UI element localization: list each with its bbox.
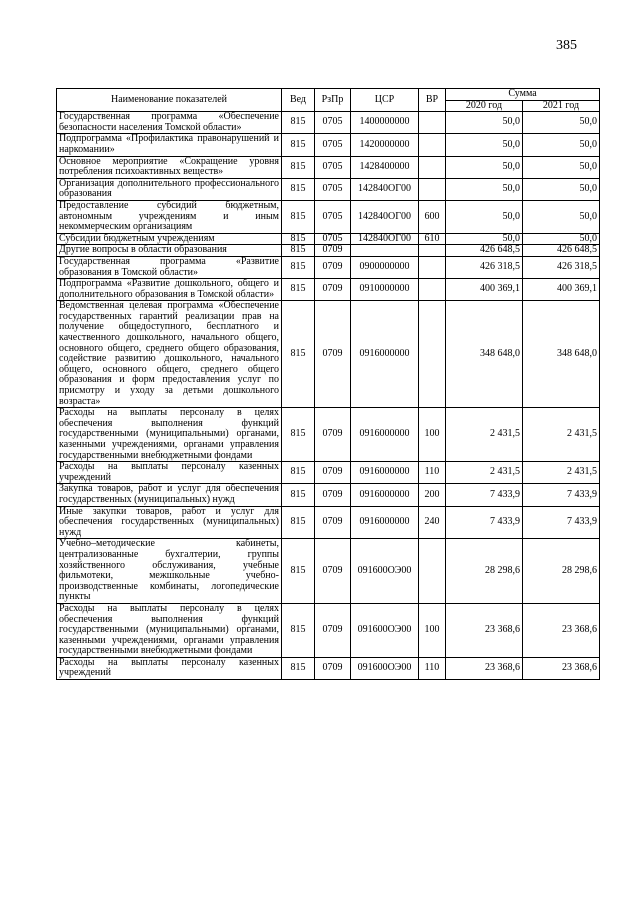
amount-2021-cell: 50,0	[523, 233, 600, 245]
amount-2021-cell: 2 431,5	[523, 408, 600, 462]
csr-cell: 142840ОГ00	[351, 178, 419, 200]
ved-cell: 815	[282, 233, 315, 245]
rzpr-cell: 0709	[315, 539, 351, 604]
amount-2021-cell: 28 298,6	[523, 539, 600, 604]
ved-cell: 815	[282, 484, 315, 506]
name-cell: Другие вопросы в области образования	[57, 245, 282, 257]
amount-2020-cell: 426 318,5	[446, 256, 523, 278]
page-number: 385	[556, 38, 577, 53]
name-cell: Подпрограмма «Развитие дошкольного, общего и дополнительного образования в Томской области»	[57, 279, 282, 301]
table-row	[57, 279, 600, 301]
amount-2020-cell: 2 431,5	[446, 408, 523, 462]
table-row	[57, 539, 600, 604]
amount-2021-cell: 400 369,1	[523, 279, 600, 301]
budget-table	[56, 88, 600, 680]
header-csr: ЦСР	[351, 89, 419, 112]
amount-2021-cell: 7 433,9	[523, 506, 600, 539]
table-row	[57, 301, 600, 408]
vr-cell: 110	[419, 462, 446, 484]
vr-cell	[419, 539, 446, 604]
amount-2021-cell: 50,0	[523, 156, 600, 178]
amount-2021-cell: 50,0	[523, 134, 600, 156]
name-cell: Расходы на выплаты персоналу в целях обеспечения выполнения функций государственными (муниципальными) органами, казенными учреждениями, органами управления государственными внебюджетными фондами	[57, 408, 282, 462]
amount-2020-cell: 23 368,6	[446, 657, 523, 679]
ved-cell: 815	[282, 256, 315, 278]
amount-2020-cell: 50,0	[446, 134, 523, 156]
ved-cell: 815	[282, 279, 315, 301]
table-row	[57, 200, 600, 233]
header-year-2020: 2020 год	[446, 100, 523, 112]
vr-cell: 100	[419, 408, 446, 462]
ved-cell: 815	[282, 657, 315, 679]
vr-cell: 100	[419, 603, 446, 657]
rzpr-cell: 0705	[315, 134, 351, 156]
vr-cell	[419, 156, 446, 178]
amount-2020-cell: 50,0	[446, 112, 523, 134]
table-row	[57, 408, 600, 462]
name-cell: Закупка товаров, работ и услуг для обеспечения государственных (муниципальных) нужд	[57, 484, 282, 506]
vr-cell: 110	[419, 657, 446, 679]
csr-cell	[351, 245, 419, 257]
name-cell: Основное мероприятие «Сокращение уровня потребления психоактивных веществ»	[57, 156, 282, 178]
ved-cell: 815	[282, 539, 315, 604]
csr-cell: 0910000000	[351, 279, 419, 301]
vr-cell	[419, 256, 446, 278]
name-cell: Государственная программа «Развитие образования в Томской области»	[57, 256, 282, 278]
rzpr-cell: 0709	[315, 506, 351, 539]
ved-cell: 815	[282, 134, 315, 156]
rzpr-cell: 0709	[315, 408, 351, 462]
table-row	[57, 462, 600, 484]
csr-cell: 1428400000	[351, 156, 419, 178]
table-row	[57, 156, 600, 178]
name-cell: Предоставление субсидий бюджетным, автономным учреждениям и иным некоммерческим организациям	[57, 200, 282, 233]
rzpr-cell: 0709	[315, 484, 351, 506]
header-vr: ВР	[419, 89, 446, 112]
ved-cell: 815	[282, 408, 315, 462]
header-sum: Сумма	[446, 89, 600, 101]
amount-2021-cell: 23 368,6	[523, 603, 600, 657]
table-row	[57, 112, 600, 134]
rzpr-cell: 0705	[315, 156, 351, 178]
csr-cell: 0900000000	[351, 256, 419, 278]
vr-cell	[419, 301, 446, 408]
rzpr-cell: 0709	[315, 462, 351, 484]
rzpr-cell: 0705	[315, 112, 351, 134]
ved-cell: 815	[282, 301, 315, 408]
ved-cell: 815	[282, 603, 315, 657]
vr-cell: 200	[419, 484, 446, 506]
name-cell: Подпрограмма «Профилактика правонарушений и наркомании»	[57, 134, 282, 156]
name-cell: Расходы на выплаты персоналу казенных учреждений	[57, 462, 282, 484]
amount-2020-cell: 50,0	[446, 200, 523, 233]
table-row	[57, 245, 600, 257]
amount-2021-cell: 50,0	[523, 200, 600, 233]
csr-cell: 142840ОГ00	[351, 200, 419, 233]
amount-2020-cell: 400 369,1	[446, 279, 523, 301]
amount-2020-cell: 2 431,5	[446, 462, 523, 484]
amount-2021-cell: 2 431,5	[523, 462, 600, 484]
amount-2020-cell: 426 648,5	[446, 245, 523, 257]
amount-2020-cell: 7 433,9	[446, 506, 523, 539]
ved-cell: 815	[282, 200, 315, 233]
vr-cell	[419, 178, 446, 200]
csr-cell: 1400000000	[351, 112, 419, 134]
vr-cell	[419, 279, 446, 301]
table-header	[57, 89, 600, 112]
table-row	[57, 506, 600, 539]
table-row	[57, 603, 600, 657]
csr-cell: 0916000000	[351, 408, 419, 462]
rzpr-cell: 0709	[315, 657, 351, 679]
csr-cell: 091600ОЭ00	[351, 603, 419, 657]
csr-cell: 091600ОЭ00	[351, 539, 419, 604]
ved-cell: 815	[282, 156, 315, 178]
amount-2020-cell: 28 298,6	[446, 539, 523, 604]
ved-cell: 815	[282, 245, 315, 257]
csr-cell: 0916000000	[351, 506, 419, 539]
rzpr-cell: 0709	[315, 256, 351, 278]
amount-2020-cell: 50,0	[446, 156, 523, 178]
amount-2020-cell: 7 433,9	[446, 484, 523, 506]
rzpr-cell: 0705	[315, 178, 351, 200]
csr-cell: 0916000000	[351, 462, 419, 484]
vr-cell	[419, 245, 446, 257]
rzpr-cell: 0709	[315, 301, 351, 408]
csr-cell: 142840ОГ00	[351, 233, 419, 245]
name-cell: Учебно–методические кабинеты, централизованные бухгалтерии, группы хозяйственного обслуживания, учебные фильмотеки, межшкольные учебно-производственные комбинаты, логопедические пункты	[57, 539, 282, 604]
ved-cell: 815	[282, 178, 315, 200]
header-year-2021: 2021 год	[523, 100, 600, 112]
table-row	[57, 657, 600, 679]
rzpr-cell: 0709	[315, 603, 351, 657]
vr-cell: 600	[419, 200, 446, 233]
csr-cell: 1420000000	[351, 134, 419, 156]
header-ved: Вед	[282, 89, 315, 112]
amount-2021-cell: 426 648,5	[523, 245, 600, 257]
header-rzpr: РзПр	[315, 89, 351, 112]
header-name: Наименование показателей	[57, 89, 282, 112]
name-cell: Организация дополнительного профессионального образования	[57, 178, 282, 200]
rzpr-cell: 0705	[315, 200, 351, 233]
ved-cell: 815	[282, 506, 315, 539]
amount-2021-cell: 23 368,6	[523, 657, 600, 679]
amount-2021-cell: 50,0	[523, 112, 600, 134]
vr-cell	[419, 134, 446, 156]
table-body	[57, 112, 600, 680]
name-cell: Субсидии бюджетным учреждениям	[57, 233, 282, 245]
vr-cell	[419, 112, 446, 134]
ved-cell: 815	[282, 112, 315, 134]
table-row	[57, 233, 600, 245]
amount-2021-cell: 348 648,0	[523, 301, 600, 408]
rzpr-cell: 0705	[315, 233, 351, 245]
csr-cell: 0916000000	[351, 301, 419, 408]
table-row	[57, 134, 600, 156]
amount-2020-cell: 348 648,0	[446, 301, 523, 408]
amount-2020-cell: 50,0	[446, 178, 523, 200]
amount-2020-cell: 50,0	[446, 233, 523, 245]
table-row	[57, 178, 600, 200]
amount-2021-cell: 7 433,9	[523, 484, 600, 506]
ved-cell: 815	[282, 462, 315, 484]
rzpr-cell: 0709	[315, 279, 351, 301]
name-cell: Иные закупки товаров, работ и услуг для обеспечения государственных (муниципальных) нужд	[57, 506, 282, 539]
vr-cell: 610	[419, 233, 446, 245]
amount-2020-cell: 23 368,6	[446, 603, 523, 657]
table-row	[57, 256, 600, 278]
amount-2021-cell: 426 318,5	[523, 256, 600, 278]
rzpr-cell: 0709	[315, 245, 351, 257]
amount-2021-cell: 50,0	[523, 178, 600, 200]
name-cell: Ведомственная целевая программа «Обеспечение государственных гарантий реализации прав на получение общедоступного, бесплатного и качественного дошкольного, начального общего, основного общего, среднего общего образования, содействие развитию дошкольного, начального общего, основного общего, среднего общего образования и форм предоставления услуг по присмотру и уходу за детьми дошкольного возраста»	[57, 301, 282, 408]
vr-cell: 240	[419, 506, 446, 539]
name-cell: Расходы на выплаты персоналу казенных учреждений	[57, 657, 282, 679]
name-cell: Государственная программа «Обеспечение безопасности населения Томской области»	[57, 112, 282, 134]
name-cell: Расходы на выплаты персоналу в целях обеспечения выполнения функций государственными (муниципальными) органами, казенными учреждениями, органами управления государственными внебюджетными фондами	[57, 603, 282, 657]
table-row	[57, 484, 600, 506]
csr-cell: 091600ОЭ00	[351, 657, 419, 679]
csr-cell: 0916000000	[351, 484, 419, 506]
